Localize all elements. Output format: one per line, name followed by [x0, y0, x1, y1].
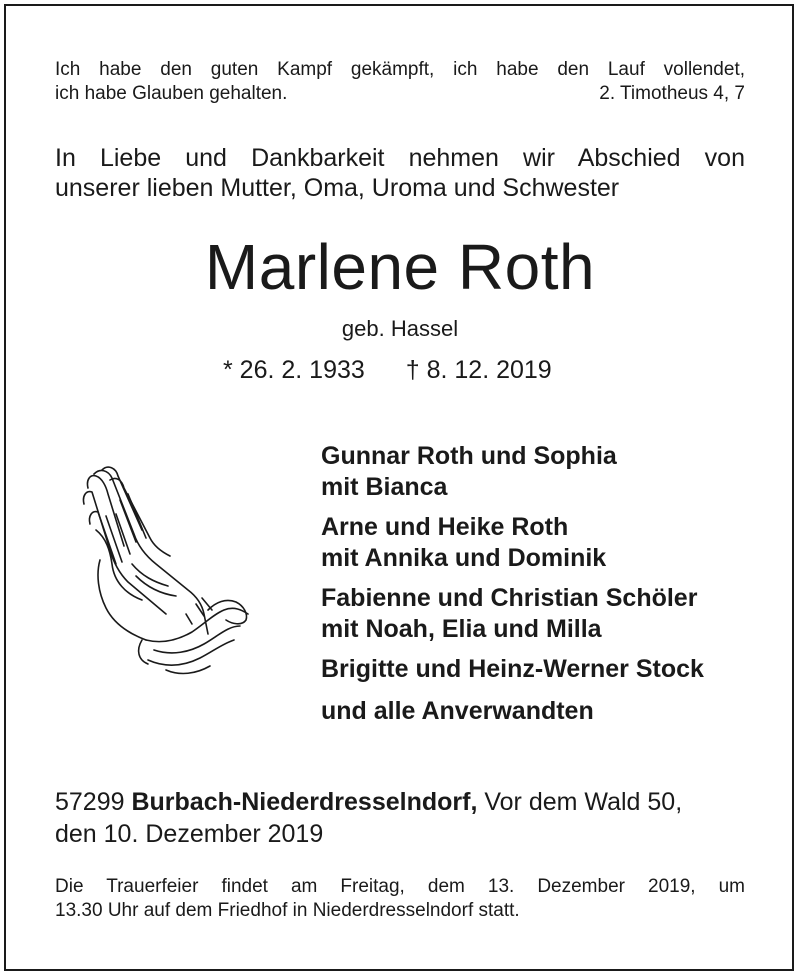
- birth-date: * 26. 2. 1933: [223, 356, 365, 384]
- verse-reference: 2. Timotheus 4, 7: [599, 83, 745, 104]
- address-block: [55, 786, 682, 850]
- maiden-name: geb. Hassel: [341, 316, 459, 341]
- street: Vor dem Wald 50,: [484, 788, 683, 816]
- praying-hands-icon: [76, 464, 256, 684]
- intro-text: [55, 143, 745, 203]
- funeral-line-2: 13.30 Uhr auf dem Friedhof in Niederdresselndorf statt.: [55, 900, 520, 921]
- verse-line-1: Ich habe den guten Kampf gekämpft, ich habe den Lauf vollendet,: [55, 59, 745, 80]
- mourner-line: mit Noah, Elia und Milla: [321, 615, 602, 643]
- mourner-line: Gunnar Roth und Sophia: [321, 442, 617, 470]
- place-name: Burbach-Niederdresselndorf,: [131, 788, 478, 816]
- intro-line-1: In Liebe und Dankbarkeit nehmen wir Abschied von: [55, 144, 745, 172]
- verse-line-2: ich habe Glauben gehalten.: [55, 83, 288, 104]
- mourners-list: [321, 441, 704, 727]
- life-dates: [223, 356, 552, 385]
- notice-date: den 10. Dezember 2019: [55, 820, 324, 848]
- verse-block: [55, 58, 745, 106]
- funeral-note: [55, 875, 745, 923]
- mourner-line: mit Bianca: [321, 473, 448, 501]
- mourner-line: und alle Anverwandten: [321, 697, 594, 725]
- funeral-line-1: Die Trauerfeier findet am Freitag, dem 13. Dezember 2019, um: [55, 876, 745, 897]
- mourner-line: Brigitte und Heinz-Werner Stock: [321, 655, 704, 683]
- mourner-line: Arne und Heike Roth: [321, 513, 569, 541]
- postal-code: 57299: [55, 788, 125, 816]
- mourner-line: mit Annika und Dominik: [321, 544, 607, 572]
- death-date: † 8. 12. 2019: [405, 356, 552, 384]
- intro-line-2: unserer lieben Mutter, Oma, Uroma und Schwester: [55, 174, 620, 202]
- mourner-line: Fabienne und Christian Schöler: [321, 584, 698, 612]
- deceased-name: Marlene Roth: [204, 231, 596, 303]
